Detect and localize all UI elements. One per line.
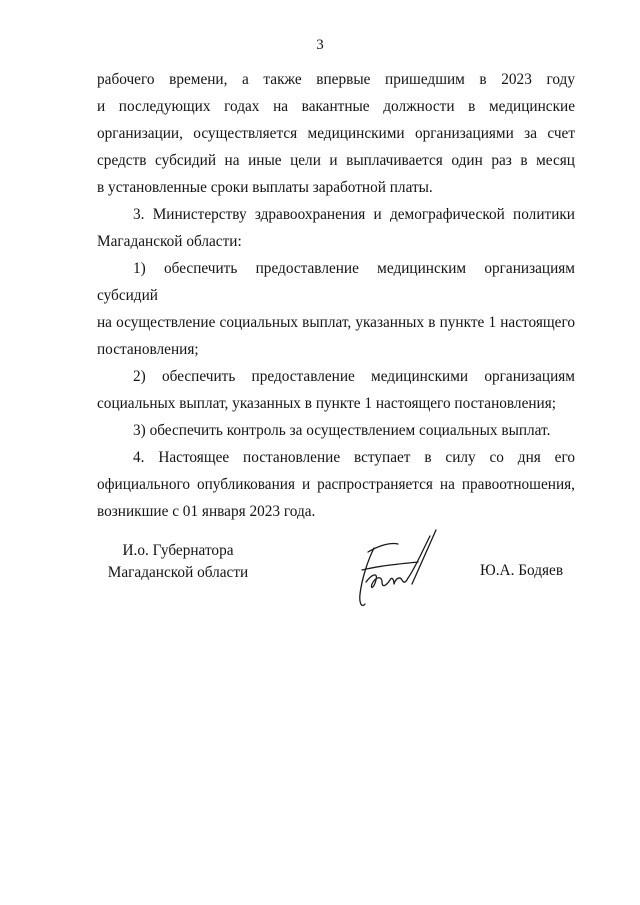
- text-line: 1) обеспечить предоставление медицинским организациям субсидий: [97, 260, 575, 304]
- signatory-title-line: Магаданской области: [107, 564, 249, 581]
- text-line: организации, осуществляется медицинскими организациями за счет: [97, 125, 575, 142]
- text-line: постановления;: [97, 341, 199, 358]
- text-line: Магаданской области:: [97, 233, 242, 250]
- signature-block: [0, 540, 640, 610]
- text-line: в установленные сроки выплаты заработной платы.: [97, 179, 433, 196]
- document-body: [97, 66, 575, 525]
- page-number: 3: [316, 37, 324, 53]
- signatory-title-line: И.о. Губернатора: [122, 542, 234, 559]
- text-line: социальных выплат, указанных в пункте 1 настоящего постановления;: [97, 395, 557, 412]
- text-line: на осуществление социальных выплат, указанных в пункте 1 настоящего: [97, 314, 575, 331]
- signatory-title: [103, 540, 253, 584]
- text-line: 3. Министерству здравоохранения и демографической политики: [133, 206, 575, 223]
- text-line: 2) обеспечить предоставление медицинскими организациям: [133, 368, 575, 385]
- paragraph-subitem-3: [97, 417, 575, 444]
- text-line: рабочего времени, а также впервые пришедшим в 2023 году: [97, 71, 575, 88]
- text-line: официального опубликования и распространяется на правоотношения,: [97, 476, 575, 493]
- text-line: возникшие с 01 января 2023 года.: [97, 503, 316, 520]
- signatory-name: Ю.А. Бодяев: [480, 562, 564, 579]
- paragraph-item-4: [97, 444, 575, 525]
- text-line: 3) обеспечить контроль за осуществлением социальных выплат.: [133, 422, 551, 439]
- handwritten-signature-icon: [348, 526, 448, 618]
- text-line: и последующих годах на вакантные должности в медицинские: [97, 98, 575, 115]
- text-line: 4. Настоящее постановление вступает в силу со дня его: [133, 449, 575, 466]
- paragraph-subitem-2: [97, 363, 575, 417]
- paragraph-item-3: [97, 201, 575, 255]
- text-line: средств субсидий на иные цели и выплачивается один раз в месяц: [97, 152, 575, 169]
- paragraph-continuation: [97, 66, 575, 201]
- paragraph-subitem-1: [97, 255, 575, 363]
